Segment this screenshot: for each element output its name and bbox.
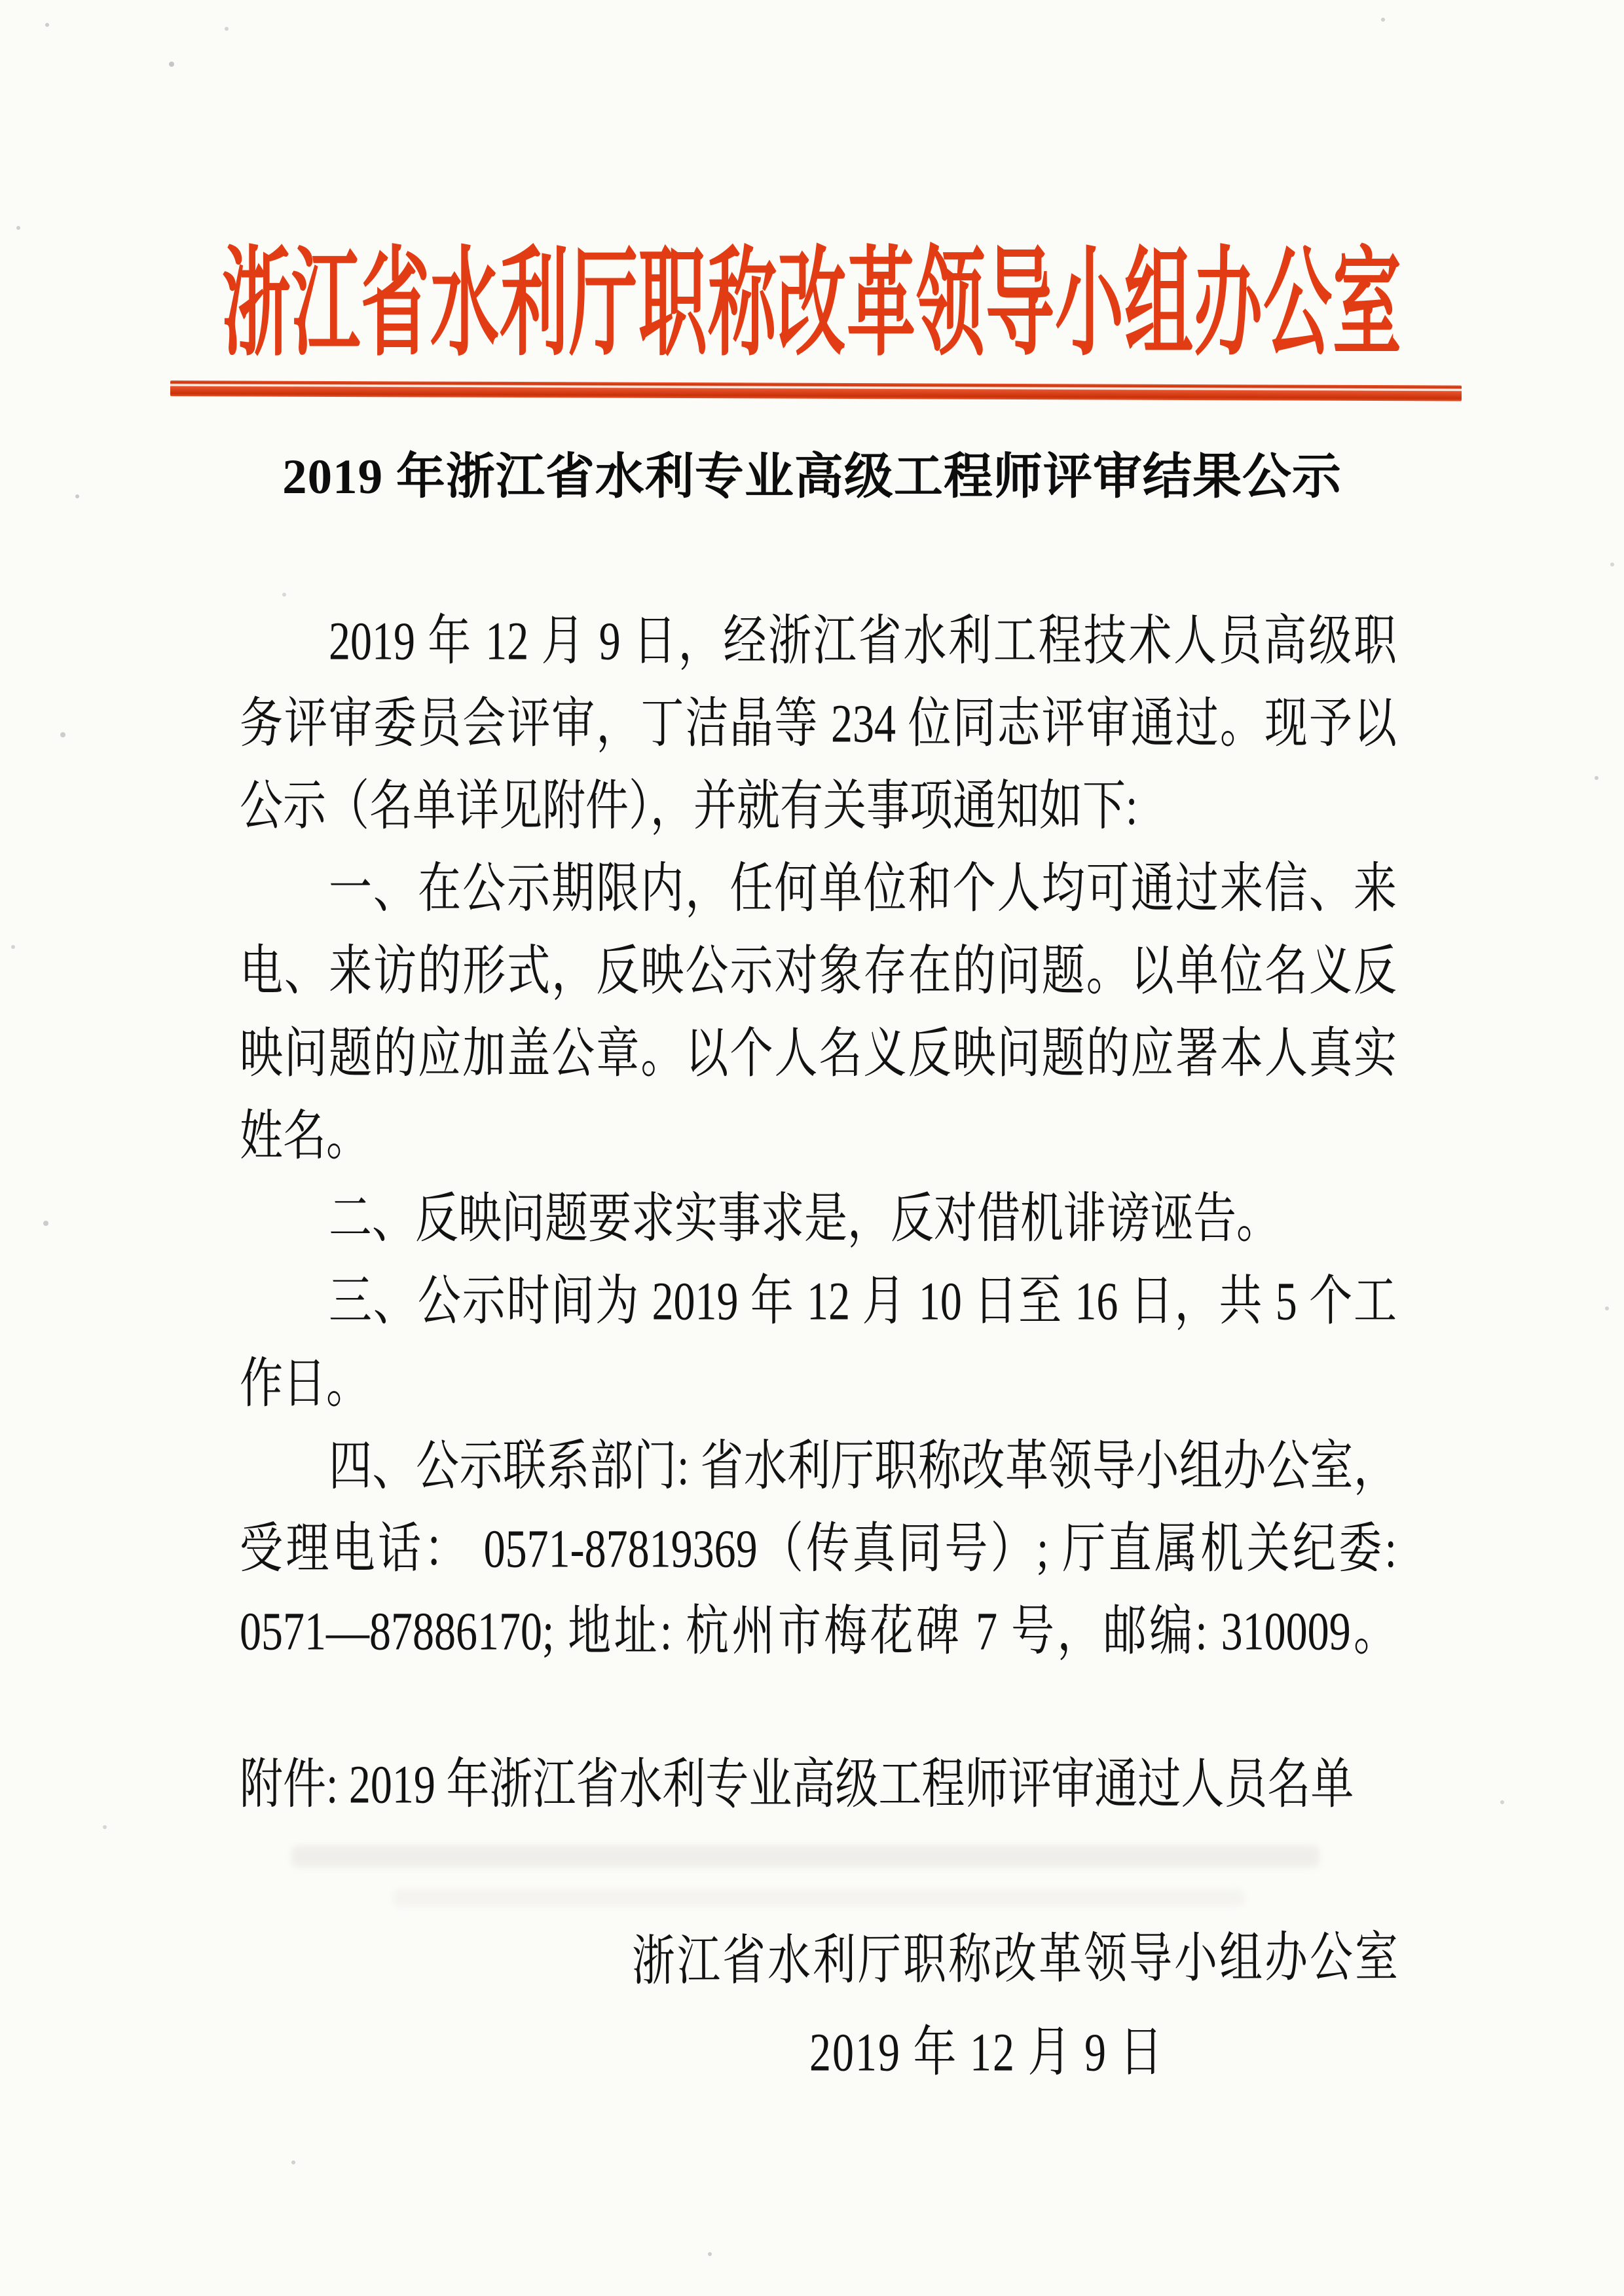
scan-noise-specks xyxy=(0,0,3,3)
body-line: 姓名。 xyxy=(240,1106,369,1167)
attachment-line: 附件: 2019 年浙江省水利专业高级工程师评审通过人员名单 xyxy=(240,1754,1354,1815)
body-line: 务评审委员会评审，丁洁晶等 234 位同志评审通过。现予以 xyxy=(240,694,1397,754)
body-line: 作日。 xyxy=(240,1354,369,1415)
body-line: 2019 年 12 月 9 日，经浙江省水利工程技术人员高级职 xyxy=(329,611,1397,672)
document-body xyxy=(240,601,1397,1673)
body-line: 电、来访的形式，反映公示对象存在的问题。以单位名义反 xyxy=(240,941,1397,1002)
bleedthrough-smudge xyxy=(393,1889,1244,1906)
red-divider-rule xyxy=(170,380,1462,401)
body-line: 二、反映问题要求实事求是，反对借机诽谤诬告。 xyxy=(329,1189,1280,1250)
signature-date: 2019 年 12 月 9 日 xyxy=(809,2022,1164,2083)
body-line: 映问题的应加盖公章。以个人名义反映问题的应署本人真实 xyxy=(240,1024,1397,1084)
bleedthrough-smudge xyxy=(291,1845,1320,1868)
signature-org: 浙江省水利厅职称改革领导小组办公室 xyxy=(631,1927,1401,1992)
body-line: 四、公示联系部门: 省水利厅职称改革领导小组办公室， xyxy=(329,1436,1397,1497)
body-line: 一、在公示期限内，任何单位和个人均可通过来信、来 xyxy=(329,859,1397,919)
body-line: 公示（名单详见附件），并就有关事项通知如下: xyxy=(240,776,1138,837)
body-line: 三、公示时间为 2019 年 12 月 10 日至 16 日，共 5 个工 xyxy=(329,1271,1397,1332)
body-line: 0571—87886170; 地址: 杭州市梅花碑 7 号，邮编: 310009。 xyxy=(240,1601,1397,1662)
document-title: 2019 年浙江省水利专业高级工程师评审结果公示 xyxy=(282,450,1342,504)
letterhead-org-title: 浙江省水利厅职称改革领导小组办公室 xyxy=(221,238,1402,371)
body-line: 受理电话： 0571-87819369（传真同号）; 厅直属机关纪委: xyxy=(240,1519,1397,1580)
